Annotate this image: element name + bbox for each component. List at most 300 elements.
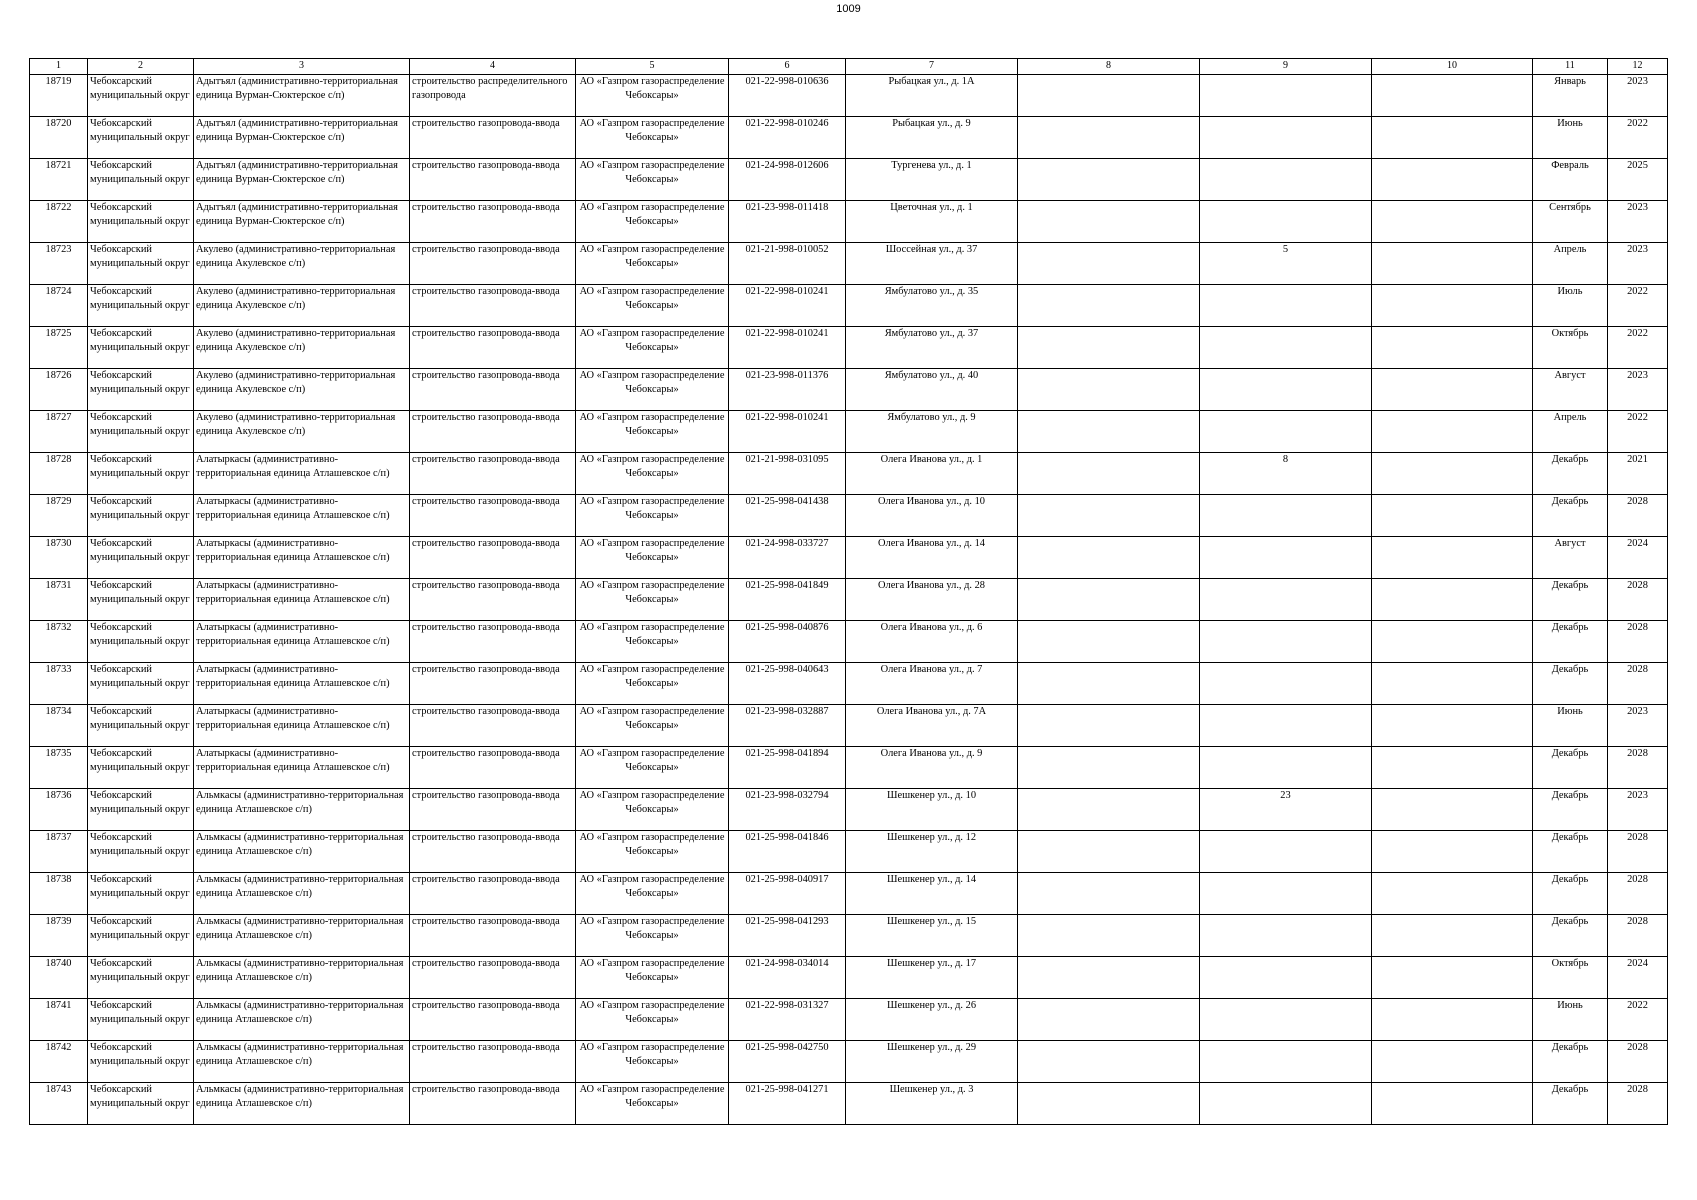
year-cell [1608,411,1668,453]
address-cell-text: Олега Иванова ул., д. 6 [880,622,983,633]
district-cell-text: Чебоксарский муниципальный округ [90,286,190,311]
object-code-cell [729,579,846,621]
row-number-cell-text: 18730 [45,538,72,549]
locality-cell [194,957,410,999]
month-cell-text: Август [1554,370,1586,381]
table-row [30,873,1668,915]
month-cell [1533,1083,1608,1125]
column-10-cell [1372,243,1533,285]
work-type-cell [410,411,576,453]
column-8-cell [1018,117,1200,159]
object-code-cell-text: 021-25-998-040643 [745,664,829,675]
month-cell-text: Декабрь [1551,454,1589,465]
column-8-cell [1018,873,1200,915]
gasification-table [29,58,1668,1125]
address-cell-text: Олега Иванова ул., д. 7 [880,664,983,675]
column-9-cell [1200,75,1372,117]
address-cell-text: Цветочная ул., д. 1 [890,202,973,213]
district-cell-text: Чебоксарский муниципальный округ [90,328,190,353]
table-row [30,747,1668,789]
table-row [30,453,1668,495]
column-10-cell [1372,285,1533,327]
column-8-cell [1018,747,1200,789]
address-cell [846,243,1018,285]
month-cell [1533,621,1608,663]
work-type-cell [410,747,576,789]
column-10-cell-text [1374,201,1530,242]
column-9-cell [1200,201,1372,243]
column-9-cell-text [1202,537,1369,578]
month-cell-text: Октябрь [1551,328,1589,339]
column-9-cell [1200,831,1372,873]
column-9-cell [1200,285,1372,327]
month-cell [1533,873,1608,915]
work-type-cell-text: строительство газопровода-ввода [412,370,560,381]
column-10-cell [1372,495,1533,537]
district-cell-text: Чебоксарский муниципальный округ [90,1000,190,1025]
work-type-cell [410,159,576,201]
object-code-cell [729,1041,846,1083]
column-8-cell [1018,75,1200,117]
column-10-cell [1372,327,1533,369]
organization-cell [576,453,729,495]
address-cell-text: Шешкенер ул., д. 3 [889,1084,974,1095]
work-type-cell [410,579,576,621]
row-number-cell-text: 18731 [45,580,72,591]
year-cell-text: 2022 [1627,1000,1648,1011]
district-cell [88,789,194,831]
work-type-cell-text: строительство газопровода-ввода [412,1084,560,1095]
work-type-cell [410,117,576,159]
column-9-cell [1200,579,1372,621]
work-type-cell [410,537,576,579]
column-header-7: 7 [846,59,1018,75]
address-cell [846,285,1018,327]
address-cell-text: Шешкенер ул., д. 14 [886,874,977,885]
object-code-cell-text: 021-25-998-041293 [745,916,829,927]
column-10-cell [1372,75,1533,117]
work-type-cell-text: строительство газопровода-ввода [412,328,560,339]
column-8-cell-text [1020,1041,1197,1082]
locality-cell [194,201,410,243]
object-code-cell-text: 021-22-998-010241 [745,412,829,423]
column-8-cell [1018,201,1200,243]
column-10-cell [1372,831,1533,873]
table-row [30,1083,1668,1125]
work-type-cell [410,1083,576,1125]
object-code-cell-text: 021-22-998-010246 [745,118,829,129]
column-9-cell-text [1202,873,1369,914]
object-code-cell-text: 021-25-998-041849 [745,580,829,591]
object-code-cell [729,117,846,159]
year-cell [1608,705,1668,747]
year-cell [1608,873,1668,915]
address-cell [846,579,1018,621]
district-cell [88,495,194,537]
month-cell [1533,915,1608,957]
month-cell [1533,243,1608,285]
district-cell [88,999,194,1041]
organization-cell [576,789,729,831]
district-cell-text: Чебоксарский муниципальный округ [90,1042,190,1067]
district-cell-text: Чебоксарский муниципальный округ [90,454,190,479]
address-cell [846,831,1018,873]
column-header-8: 8 [1018,59,1200,75]
address-cell-text: Шоссейная ул., д. 37 [885,244,978,255]
month-cell [1533,747,1608,789]
address-cell [846,159,1018,201]
year-cell-text: 2023 [1627,706,1648,717]
month-cell [1533,789,1608,831]
organization-cell [576,1083,729,1125]
locality-cell-text: Альмкасы (административно-территориальная единица Атлашевское с/п) [196,916,404,941]
year-cell [1608,579,1668,621]
month-cell [1533,75,1608,117]
work-type-cell-text: строительство газопровода-ввода [412,538,560,549]
month-cell-text: Декабрь [1551,580,1589,591]
work-type-cell [410,621,576,663]
organization-cell [576,285,729,327]
district-cell [88,411,194,453]
work-type-cell-text: строительство газопровода-ввода [412,790,560,801]
address-cell-text: Тургенева ул., д. 1 [891,160,972,171]
table-row [30,831,1668,873]
column-9-cell [1200,621,1372,663]
year-cell-text: 2028 [1627,496,1648,507]
month-cell-text: Декабрь [1551,874,1589,885]
column-10-cell [1372,1083,1533,1125]
row-number-cell [30,999,88,1041]
row-number-cell-text: 18739 [45,916,72,927]
year-cell-text: 2023 [1627,244,1648,255]
organization-cell [576,831,729,873]
locality-cell [194,663,410,705]
column-9-cell [1200,159,1372,201]
object-code-cell [729,663,846,705]
column-8-cell-text [1020,327,1197,368]
column-9-cell-text: 5 [1282,244,1289,255]
column-header-9: 9 [1200,59,1372,75]
year-cell-text: 2028 [1627,664,1648,675]
object-code-cell-text: 021-21-998-010052 [745,244,829,255]
row-number-cell [30,411,88,453]
year-cell [1608,537,1668,579]
district-cell-text: Чебоксарский муниципальный округ [90,538,190,563]
address-cell-text: Шешкенер ул., д. 29 [886,1042,977,1053]
object-code-cell-text: 021-23-998-011376 [745,370,829,381]
column-8-cell-text [1020,873,1197,914]
table-row [30,159,1668,201]
row-number-cell [30,285,88,327]
locality-cell [194,1041,410,1083]
object-code-cell [729,369,846,411]
object-code-cell [729,75,846,117]
month-cell [1533,159,1608,201]
table-row [30,117,1668,159]
month-cell [1533,201,1608,243]
object-code-cell-text: 021-25-998-041271 [745,1084,829,1095]
row-number-cell-text: 18725 [45,328,72,339]
object-code-cell [729,537,846,579]
column-header-2: 2 [88,59,194,75]
column-10-cell-text [1374,663,1530,704]
column-9-cell-text [1202,411,1369,452]
locality-cell [194,453,410,495]
row-number-cell [30,705,88,747]
column-10-cell [1372,117,1533,159]
district-cell [88,957,194,999]
column-10-cell [1372,621,1533,663]
district-cell-text: Чебоксарский муниципальный округ [90,706,190,731]
column-8-cell [1018,243,1200,285]
column-9-cell [1200,999,1372,1041]
organization-cell-text: АО «Газпром газораспределение Чебоксары» [579,874,725,899]
column-10-cell [1372,873,1533,915]
work-type-cell-text: строительство газопровода-ввода [412,1000,560,1011]
locality-cell [194,411,410,453]
column-10-cell-text [1374,411,1530,452]
organization-cell-text: АО «Газпром газораспределение Чебоксары» [579,748,725,773]
page-number: 1009 [836,3,861,15]
locality-cell [194,243,410,285]
row-number-cell-text: 18728 [45,454,72,465]
work-type-cell-text: строительство газопровода-ввода [412,244,560,255]
year-cell-text: 2028 [1627,622,1648,633]
organization-cell-text: АО «Газпром газораспределение Чебоксары» [579,454,725,479]
column-header-11: 11 [1533,59,1608,75]
column-header-12: 12 [1608,59,1668,75]
column-10-cell [1372,789,1533,831]
address-cell [846,1041,1018,1083]
column-8-cell-text [1020,75,1197,116]
organization-cell-text: АО «Газпром газораспределение Чебоксары» [579,1084,725,1109]
year-cell-text: 2028 [1627,580,1648,591]
work-type-cell-text: строительство газопровода-ввода [412,706,560,717]
table-row [30,915,1668,957]
district-cell-text: Чебоксарский муниципальный округ [90,832,190,857]
object-code-cell [729,1083,846,1125]
object-code-cell-text: 021-21-998-031095 [745,454,829,465]
address-cell [846,705,1018,747]
row-number-cell-text: 18734 [45,706,72,717]
column-10-cell-text [1374,75,1530,116]
column-8-cell [1018,579,1200,621]
column-10-cell-text [1374,579,1530,620]
locality-cell [194,621,410,663]
month-cell-text: Декабрь [1551,496,1589,507]
locality-cell [194,537,410,579]
object-code-cell [729,453,846,495]
organization-cell [576,411,729,453]
object-code-cell [729,159,846,201]
column-header-1: 1 [30,59,88,75]
row-number-cell [30,1083,88,1125]
district-cell [88,537,194,579]
locality-cell-text: Алатыркасы (административно-территориальная единица Атлашевское с/п) [196,580,390,605]
month-cell-text: Январь [1554,76,1586,87]
month-cell [1533,411,1608,453]
column-8-cell [1018,915,1200,957]
work-type-cell [410,957,576,999]
organization-cell [576,873,729,915]
work-type-cell [410,705,576,747]
column-9-cell-text [1202,285,1369,326]
district-cell [88,327,194,369]
locality-cell [194,579,410,621]
row-number-cell-text: 18737 [45,832,72,843]
column-10-cell [1372,411,1533,453]
row-number-cell [30,747,88,789]
object-code-cell-text: 021-25-998-040917 [745,874,829,885]
locality-cell [194,747,410,789]
column-number-row [30,59,1668,75]
month-cell-text: Апрель [1553,244,1587,255]
month-cell-text: Декабрь [1551,832,1589,843]
organization-cell-text: АО «Газпром газораспределение Чебоксары» [579,370,725,395]
month-cell [1533,117,1608,159]
district-cell [88,915,194,957]
locality-cell [194,75,410,117]
organization-cell-text: АО «Газпром газораспределение Чебоксары» [579,412,725,437]
object-code-cell [729,999,846,1041]
row-number-cell [30,453,88,495]
work-type-cell-text: строительство газопровода-ввода [412,874,560,885]
work-type-cell-text: строительство газопровода-ввода [412,916,560,927]
organization-cell-text: АО «Газпром газораспределение Чебоксары» [579,538,725,563]
column-8-cell [1018,537,1200,579]
district-cell [88,369,194,411]
district-cell-text: Чебоксарский муниципальный округ [90,160,190,185]
locality-cell-text: Акулево (административно-территориальная единица Акулевское с/п) [196,244,396,269]
object-code-cell-text: 021-23-998-032794 [745,790,829,801]
organization-cell-text: АО «Газпром газораспределение Чебоксары» [579,706,725,731]
organization-cell [576,537,729,579]
column-9-cell-text [1202,831,1369,872]
row-number-cell [30,75,88,117]
column-8-cell-text [1020,453,1197,494]
column-9-cell [1200,873,1372,915]
district-cell [88,285,194,327]
object-code-cell-text: 021-23-998-032887 [745,706,829,717]
column-8-cell-text [1020,663,1197,704]
organization-cell [576,663,729,705]
work-type-cell-text: строительство распределительного газопровода [412,76,568,101]
year-cell-text: 2023 [1627,202,1648,213]
year-cell [1608,831,1668,873]
organization-cell [576,117,729,159]
work-type-cell-text: строительство газопровода-ввода [412,580,560,591]
district-cell-text: Чебоксарский муниципальный округ [90,370,190,395]
organization-cell [576,915,729,957]
row-number-cell [30,537,88,579]
table-row [30,75,1668,117]
locality-cell-text: Алатыркасы (административно-территориальная единица Атлашевское с/п) [196,496,390,521]
row-number-cell [30,789,88,831]
object-code-cell [729,201,846,243]
locality-cell-text: Альмкасы (административно-территориальная единица Атлашевское с/п) [196,1042,404,1067]
table-row [30,789,1668,831]
work-type-cell [410,285,576,327]
locality-cell-text: Адытъял (административно-территориальная единица Вурман-Сюктерское с/п) [196,202,398,227]
year-cell [1608,747,1668,789]
column-9-cell-text [1202,915,1369,956]
organization-cell [576,201,729,243]
month-cell-text: Апрель [1553,412,1587,423]
object-code-cell [729,831,846,873]
address-cell [846,537,1018,579]
district-cell-text: Чебоксарский муниципальный округ [90,958,190,983]
district-cell [88,159,194,201]
locality-cell [194,159,410,201]
district-cell [88,201,194,243]
column-8-cell-text [1020,915,1197,956]
locality-cell [194,999,410,1041]
table-row [30,327,1668,369]
row-number-cell [30,159,88,201]
column-10-cell [1372,957,1533,999]
address-cell-text: Рыбацкая ул., д. 9 [892,118,971,129]
year-cell [1608,957,1668,999]
column-10-cell [1372,369,1533,411]
column-8-cell-text [1020,537,1197,578]
district-cell-text: Чебоксарский муниципальный округ [90,202,190,227]
organization-cell-text: АО «Газпром газораспределение Чебоксары» [579,286,725,311]
organization-cell [576,369,729,411]
object-code-cell [729,411,846,453]
work-type-cell-text: строительство газопровода-ввода [412,664,560,675]
row-number-cell-text: 18719 [45,76,72,87]
object-code-cell [729,789,846,831]
row-number-cell [30,495,88,537]
organization-cell [576,1041,729,1083]
year-cell-text: 2023 [1627,370,1648,381]
object-code-cell [729,705,846,747]
object-code-cell-text: 021-22-998-010241 [745,286,829,297]
object-code-cell-text: 021-25-998-042750 [745,1042,829,1053]
row-number-cell-text: 18721 [45,160,72,171]
year-cell [1608,999,1668,1041]
year-cell-text: 2028 [1627,874,1648,885]
work-type-cell [410,369,576,411]
locality-cell [194,327,410,369]
column-8-cell-text [1020,159,1197,200]
column-header-6: 6 [729,59,846,75]
row-number-cell-text: 18742 [45,1042,72,1053]
object-code-cell [729,243,846,285]
address-cell [846,999,1018,1041]
address-cell-text: Ямбулатово ул., д. 37 [884,328,979,339]
work-type-cell [410,915,576,957]
month-cell-text: Декабрь [1551,916,1589,927]
column-10-cell [1372,201,1533,243]
year-cell [1608,117,1668,159]
row-number-cell [30,621,88,663]
object-code-cell [729,327,846,369]
year-cell [1608,495,1668,537]
year-cell-text: 2025 [1627,160,1648,171]
month-cell-text: Октябрь [1551,958,1589,969]
locality-cell-text: Адытъял (административно-территориальная единица Вурман-Сюктерское с/п) [196,160,398,185]
object-code-cell [729,873,846,915]
organization-cell [576,243,729,285]
row-number-cell [30,369,88,411]
month-cell-text: Декабрь [1551,790,1589,801]
locality-cell-text: Альмкасы (административно-территориальная единица Атлашевское с/п) [196,1084,404,1109]
column-9-cell-text [1202,369,1369,410]
column-9-cell [1200,495,1372,537]
year-cell-text: 2022 [1627,412,1648,423]
organization-cell-text: АО «Газпром газораспределение Чебоксары» [579,496,725,521]
